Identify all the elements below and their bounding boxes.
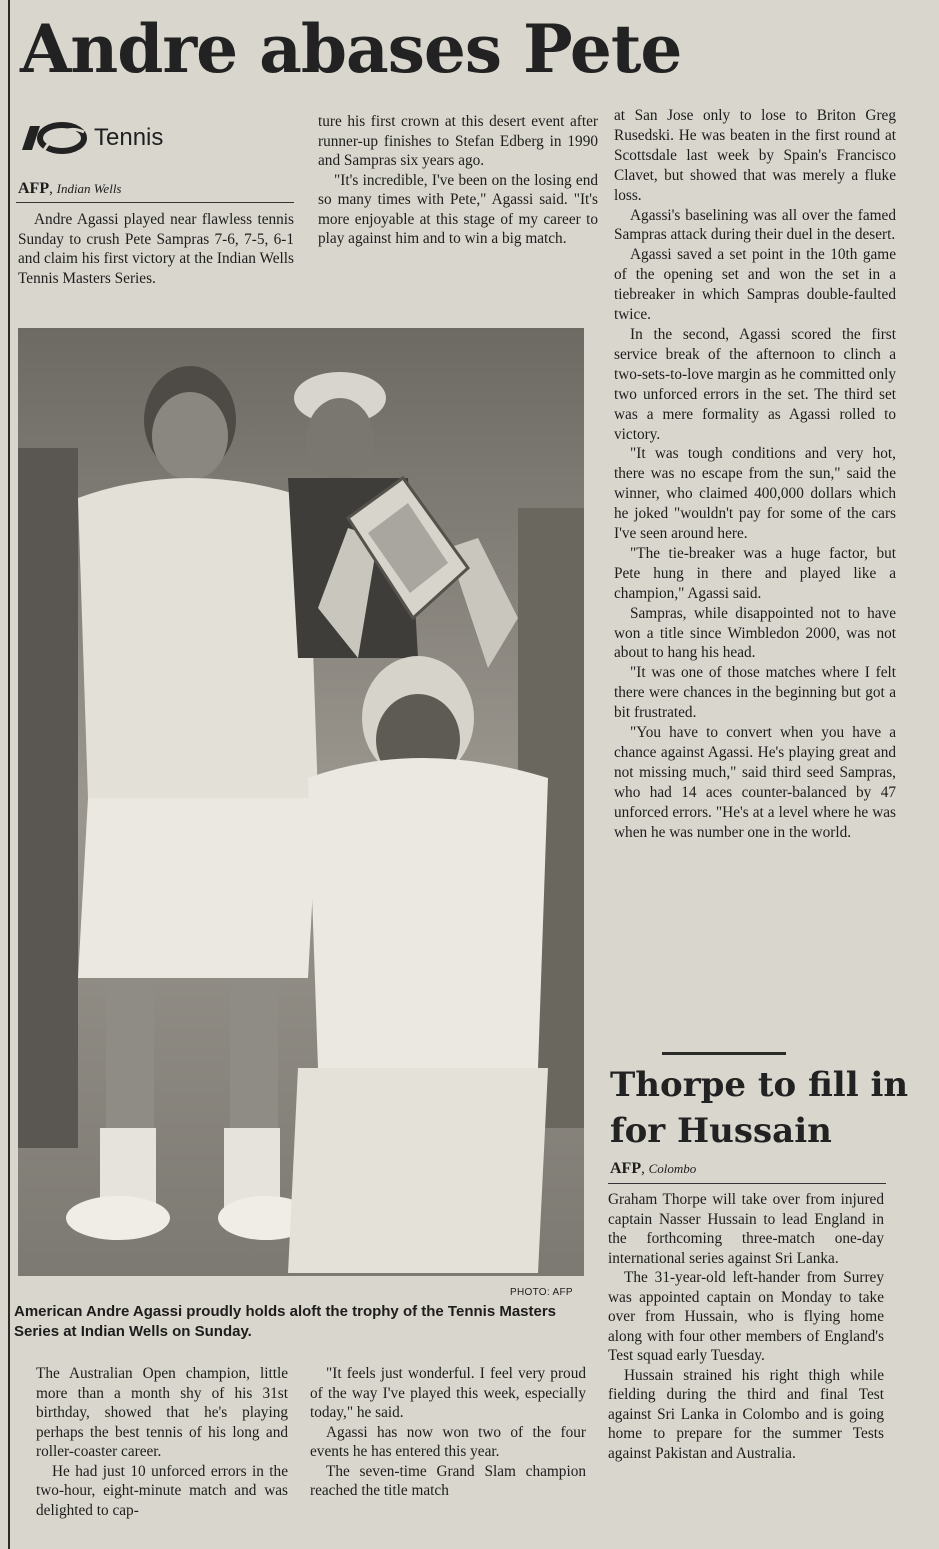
story-column-2-bottom bbox=[310, 1364, 586, 1501]
story-divider bbox=[662, 1052, 786, 1055]
paragraph: at San Jose only to lose to Briton Greg Rusedski. He was beaten in the first round at Scottsdale last week by Spain's Francisco Clavet, but showed that was merely a fluke loss. bbox=[614, 107, 896, 204]
story-column-3 bbox=[614, 106, 896, 843]
story2-headline: Thorpe to fill in for Hussain bbox=[610, 1065, 909, 1151]
paragraph: Graham Thorpe will take over from injured captain Nasser Hussain to lead England in the forthcoming three-match one-day international series against Sri Lanka. bbox=[608, 1191, 884, 1267]
story-column-1-bottom bbox=[36, 1364, 288, 1520]
byline-rule bbox=[16, 202, 294, 203]
paragraph: "It was tough conditions and very hot, there was no escape from the sun," said the winner, who claimed 400,000 dollars which he joked "wouldn't pay for some of the cars I've seen around here. bbox=[614, 445, 896, 543]
section-tag bbox=[18, 118, 163, 158]
photo-illustration bbox=[18, 328, 584, 1276]
story2-byline: AFP, Colombo bbox=[610, 1160, 697, 1177]
paragraph: "You have to convert when you have a chance against Agassi. He's playing great and not missing much," said third seed Sampras, who had 14 aces counter-balanced by 47 unforced errors. "He's at a level where he was when he was number one in the world. bbox=[614, 724, 896, 841]
paragraph: The 31-year-old left-hander from Surrey was appointed captain on Monday to take over from Hussain, who is flying home along with four other members of England's Test squad early Tuesday. bbox=[608, 1269, 884, 1364]
tennis-logo-icon bbox=[18, 120, 88, 156]
paragraph: "It's incredible, I've been on the losing end so many times with Pete," Agassi said. "It's more enjoyable at this stage of my career to play against him and to win a big match. bbox=[318, 171, 598, 247]
paragraph: "It feels just wonderful. I feel very proud of the way I've played this week, especially today," he said. bbox=[310, 1365, 586, 1421]
column-rule-left bbox=[8, 0, 10, 1549]
photo-caption: American Andre Agassi proudly holds aloft the trophy of the Tennis Masters Series at Indian Wells on Sunday. bbox=[14, 1303, 557, 1340]
paragraph: The seven-time Grand Slam champion reached the title match bbox=[310, 1462, 586, 1499]
section-label: Tennis bbox=[94, 124, 164, 151]
paragraph: The Australian Open champion, little more than a month shy of his 31st birthday, showed that he's playing perhaps the best tennis of his long and roller-coaster career. bbox=[36, 1365, 288, 1460]
paragraph: Andre Agassi played near flawless tennis Sunday to crush Pete Sampras 7-6, 7-5, 6-1 and claim his first victory at the Indian Wells Tennis Masters Series. bbox=[18, 211, 294, 287]
headline: Andre abases Pete bbox=[20, 10, 682, 88]
paragraph: Hussain strained his right thigh while fielding during the third and final Test against Sri Lanka in Colombo and is going home to prepare for the summer Tests against Pakistan and Australia. bbox=[608, 1366, 884, 1462]
paragraph: Agassi saved a set point in the 10th game of the opening set and won the set in a tiebreaker in which Sampras double-faulted twice. bbox=[614, 246, 896, 324]
paragraph: "The tie-breaker was a huge factor, but Pete hung in there and played like a champion," Agassi said. bbox=[614, 544, 896, 602]
paragraph: Agassi has now won two of the four events he has entered this year. bbox=[310, 1423, 586, 1460]
byline-agency: AFP bbox=[18, 180, 50, 197]
byline-dateline: Colombo bbox=[648, 1161, 697, 1176]
paragraph: Agassi's baselining was all over the famed Sampras attack during their duel in the desert. bbox=[614, 206, 896, 244]
byline-agency: AFP bbox=[610, 1160, 642, 1177]
paragraph: "It was one of those matches where I felt there were chances in the beginning but got a bit frustrated. bbox=[614, 664, 896, 722]
byline-dateline: Indian Wells bbox=[56, 181, 122, 196]
paragraph: In the second, Agassi scored the first service break of the afternoon to clinch a two-sets-to-love margin as he committed only two unforced errors in the set. The third set was a mere formality as Agassi rolled to victory. bbox=[614, 325, 896, 443]
paragraph: He had just 10 unforced errors in the two-hour, eight-minute match and was delighted to cap- bbox=[36, 1462, 288, 1519]
story-column-2-top bbox=[318, 112, 598, 249]
paragraph: Sampras, while disappointed not to have won a title since Wimbledon 2000, was not about to hang his head. bbox=[614, 604, 896, 662]
news-photo bbox=[18, 328, 584, 1276]
story-intro bbox=[18, 210, 294, 288]
story2-body bbox=[608, 1190, 884, 1463]
byline: AFP, Indian Wells bbox=[18, 180, 122, 197]
story2-byline-rule bbox=[608, 1183, 886, 1184]
paragraph: ture his first crown at this desert event after runner-up finishes to Stefan Edberg in 1990 and Sampras six years ago. bbox=[318, 113, 598, 169]
photo-credit: PHOTO: AFP bbox=[510, 1287, 573, 1298]
